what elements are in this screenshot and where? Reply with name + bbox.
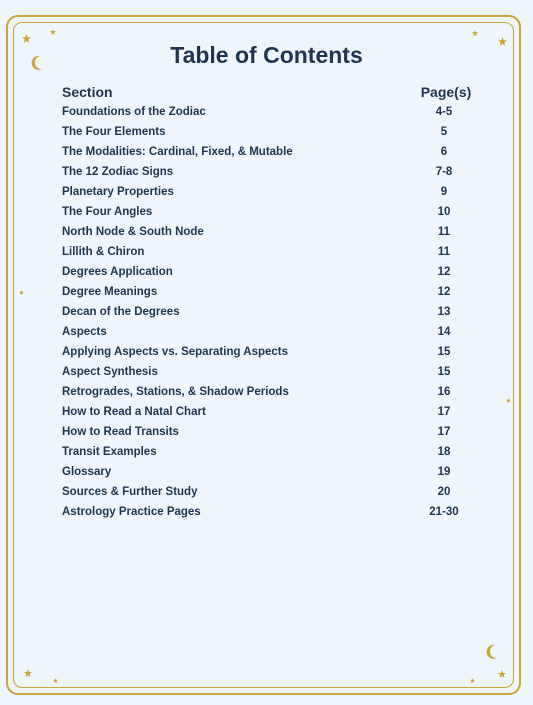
toc-entry[interactable] [62,264,472,284]
toc-entry[interactable] [62,144,472,164]
toc-entry-title: Retrogrades, Stations, & Shadow Periods [62,386,289,398]
toc-entry-pages: 15 [437,346,451,358]
crescent-moon-icon [485,644,499,660]
toc-entry-pages: 12 [437,266,451,278]
toc-entry-title: How to Read a Natal Chart [62,406,206,418]
toc-entry[interactable] [62,424,472,444]
toc-entry[interactable] [62,384,472,404]
toc-entry-title: Aspects [62,326,107,338]
toc-entry[interactable] [62,184,472,204]
toc-entry-pages: 6 [440,146,448,158]
star-icon [50,29,56,35]
star-icon [506,398,511,403]
toc-entry-pages: 16 [437,386,451,398]
toc-entry-pages: 14 [437,326,451,338]
toc-entry[interactable] [62,404,472,424]
toc-entry-title: Applying Aspects vs. Separating Aspects [62,346,289,358]
toc-entry-title: Degrees Application [62,266,173,278]
section-column-header: Section [62,84,113,100]
toc-entry[interactable] [62,344,472,364]
toc-entry[interactable] [62,104,472,124]
toc-entry-title: How to Read Transits [62,426,179,438]
star-icon [19,290,24,295]
star-icon [498,670,506,678]
toc-entry-pages: 17 [437,406,451,418]
toc-entry[interactable] [62,364,472,384]
toc-entry-pages: 20 [437,486,451,498]
star-icon [472,30,478,36]
toc-entry-title: Degree Meanings [62,286,158,298]
toc-entry[interactable] [62,284,472,304]
star-icon [470,678,475,683]
toc-entry-title: The Modalities: Cardinal, Fixed, & Mutable [62,146,293,158]
toc-entry-pages: 15 [437,366,451,378]
toc-entry-pages: 21-30 [429,506,459,518]
toc-entry-pages: 5 [440,126,448,138]
toc-entry[interactable] [62,324,472,344]
toc-entry-pages: 12 [437,286,451,298]
page-title: Table of Contents [170,42,363,68]
toc-entry-title: North Node & South Node [62,226,204,238]
toc-entry-title: Decan of the Degrees [62,306,180,318]
toc-entry-pages: 10 [437,206,451,218]
toc-entry-title: The Four Elements [62,126,166,138]
star-icon [24,669,32,677]
toc-entry[interactable] [62,244,472,264]
toc-entry-title: Glossary [62,466,112,478]
toc-entry-pages: 11 [437,226,451,238]
toc-entry-pages: 4-5 [435,106,453,118]
toc-entry[interactable] [62,164,472,184]
toc-entry[interactable] [62,504,472,524]
toc-entry-title: Sources & Further Study [62,486,198,498]
toc-entry[interactable] [62,124,472,144]
toc-entry[interactable] [62,464,472,484]
toc-entry[interactable] [62,304,472,324]
toc-entry-title: Planetary Properties [62,186,174,198]
pages-column-header: Page(s) [420,84,472,100]
toc-entry-title: Aspect Synthesis [62,366,158,378]
toc-entry-title: Astrology Practice Pages [62,506,201,518]
toc-list [62,104,472,524]
toc-entry-title: Lillith & Chiron [62,246,145,258]
toc-entry[interactable] [62,484,472,504]
toc-entry-pages: 11 [437,246,451,258]
toc-entry[interactable] [62,224,472,244]
toc-entry-pages: 13 [437,306,451,318]
toc-entry[interactable] [62,204,472,224]
toc-entry-title: Transit Examples [62,446,157,458]
toc-entry-pages: 18 [437,446,451,458]
toc-entry-pages: 19 [437,466,451,478]
toc-entry-title: The 12 Zodiac Signs [62,166,174,178]
toc-header-row [62,84,472,102]
toc-entry-title: The Four Angles [62,206,153,218]
toc-entry-title: Foundations of the Zodiac [62,106,206,118]
toc-entry-pages: 17 [437,426,451,438]
toc-entry-pages: 7-8 [435,166,453,178]
star-icon [53,678,58,683]
toc-entry-pages: 9 [440,186,448,198]
toc-entry[interactable] [62,444,472,464]
